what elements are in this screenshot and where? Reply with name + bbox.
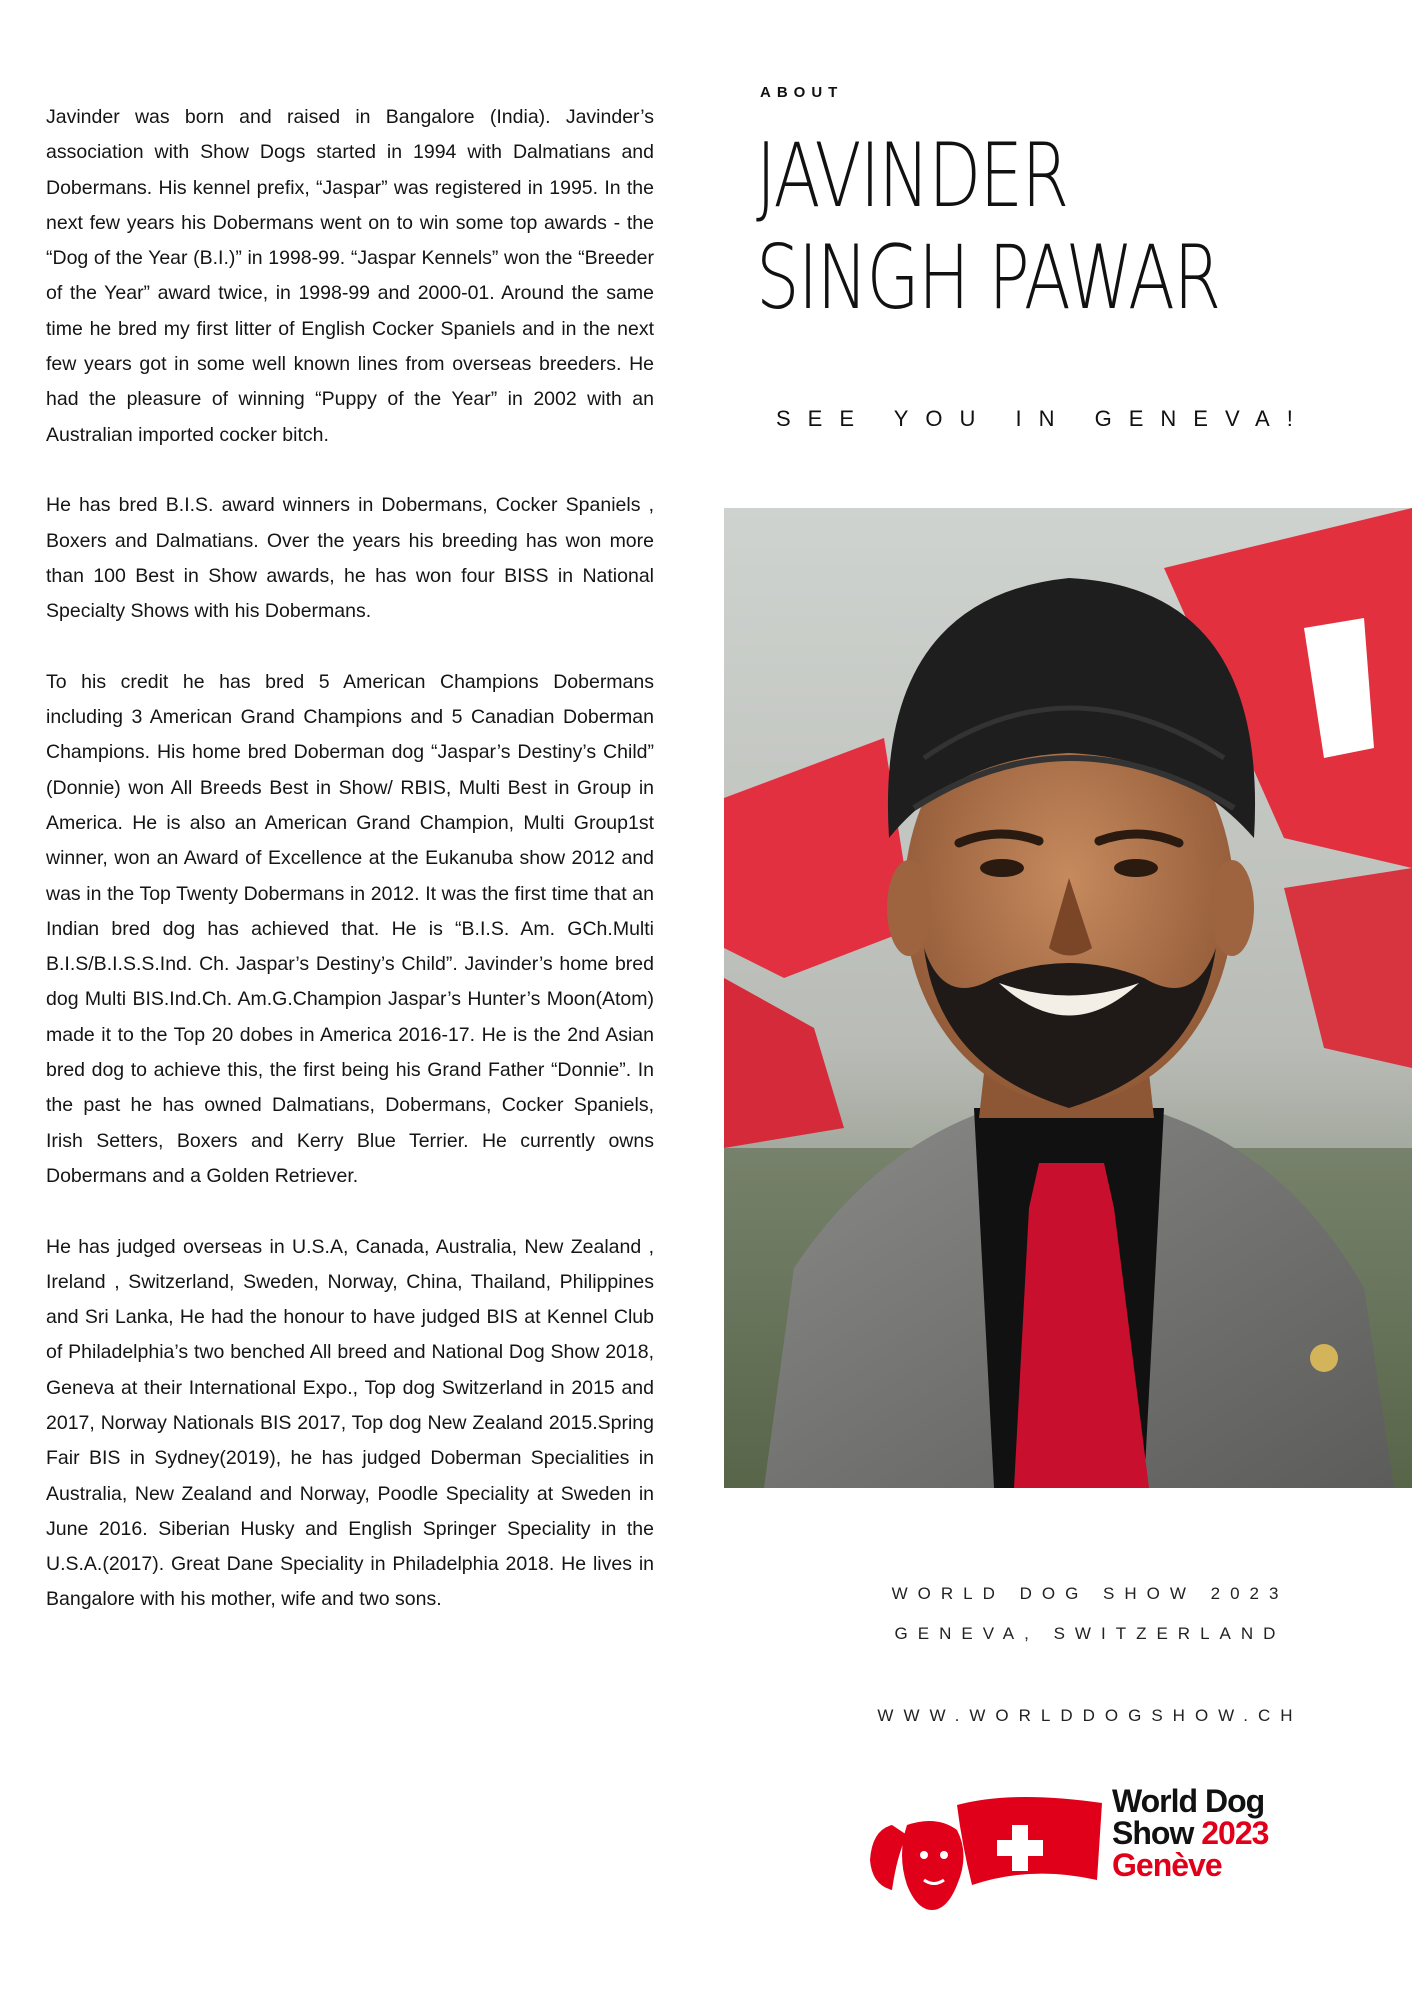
event-location: GENEVA, SWITZERLAND [894,1624,1286,1643]
logo-show-text: Show [1112,1815,1202,1851]
biography-text [46,100,654,1653]
logo-text-line3: Genève [1112,1847,1222,1883]
event-title: WORLD DOG SHOW 2023 [891,1584,1289,1603]
name-line-1: JAVINDER [756,124,1068,227]
event-website[interactable]: WWW.WORLDDOGSHOW.CH [877,1706,1303,1725]
bio-paragraph-1: Javinder was born and raised in Bangalore (India). Javinder’s association with Show Dogs started in 1994 with Dalmatians and Dobermans. His kennel prefix, “Jaspar” was registered in 1995. In the next few years his Dobermans went on to win some top awards - the “Dog of the Year (B.I.)” in 1998-99. “Jaspar Kennels” won the “Breeder of the Year” award twice, in 1998-99 and 2000-01. Around the same time he bred my first litter of English Cocker Spaniels and in the next few years got in some well known lines from overseas breeders. He had the pleasure of winning “Puppy of the Year” in 2002 with an Australian imported cocker bitch. [46,106,654,446]
bio-paragraph-3: To his credit he has bred 5 American Champions Dobermans including 3 American Grand Champions and 5 Canadian Doberman Champions. His home bred Doberman dog “Jaspar’s Destiny’s Child” (Donnie) won All Breeds Best in Show/ RBIS, Multi Best in Group in America. He is also an American Grand Champion, Multi Group1st winner, won an Award of Excellence at the Eukanuba show 2012 and was in the Top Twenty Dobermans in 2012. It was the first time that an Indian bred dog has achieved that. He is “B.I.S. Am. GCh.Multi B.I.S/B.I.S.S.Ind. Ch. Jaspar’s Destiny’s Child”. Javinder’s home bred dog Multi BIS.Ind.Ch. Am.G.Champion Jaspar’s Hunter’s Moon(Atom) made it to the Top 20 dobes in America 2016-17. He is the 2nd Asian bred dog to achieve this, the first being his Grand Father “Donnie”. In the past he has owned Dalmatians, Dobermans, Cocker Spaniels, Irish Setters, Boxers and Kerry Blue Terrier. He currently owns Dobermans and a Golden Retriever. [46,670,654,1187]
logo-text-line1: World Dog [1112,1783,1265,1819]
logo-text [1112,1785,1268,1881]
logo-text-line2 [1112,1817,1268,1849]
dog-flag-logo-icon [862,1785,1107,1915]
bio-paragraph-4: He has judged overseas in U.S.A, Canada, Australia, New Zealand , Ireland , Switzerland, Sweden, Norway, China, Thailand, Philippines and Sri Lanka, He had the honour to have judged BIS at Kennel Club of Philadelphia’s two benched All breed and National Dog Show 2018, Geneva at their International Expo., Top dog Switzerland in 2015 and 2017, Norway Nationals BIS 2017, Top dog New Zealand 2015.Spring Fair BIS in Sydney(2019), he has judged Doberman Specialities in Australia, New Zealand and Norway, Poodle Speciality at Sweden in June 2016. Siberian Husky and English Springer Speciality in the U.S.A.(2017). Great Dane Speciality in Philadelphia 2018. He lives in Bangalore with his mother, wife and two sons. [46,1235,654,1611]
name-line-2: SINGH PAWAR [756,226,1220,329]
person-name [756,125,1350,329]
logo-year-text: 2023 [1201,1815,1269,1851]
portrait-photo [724,508,1412,1488]
about-label: ABOUT [760,84,844,101]
bio-paragraph-2: He has bred B.I.S. award winners in Dobermans, Cocker Spaniels , Boxers and Dalmatians. Over the years his breeding has won more than 100 Best in Show awards, he has won four BISS in National Specialty Shows with his Dobermans. [46,494,654,623]
tagline: SEE YOU IN GENEVA! [776,406,1310,431]
world-dog-show-logo [862,1785,1302,1915]
